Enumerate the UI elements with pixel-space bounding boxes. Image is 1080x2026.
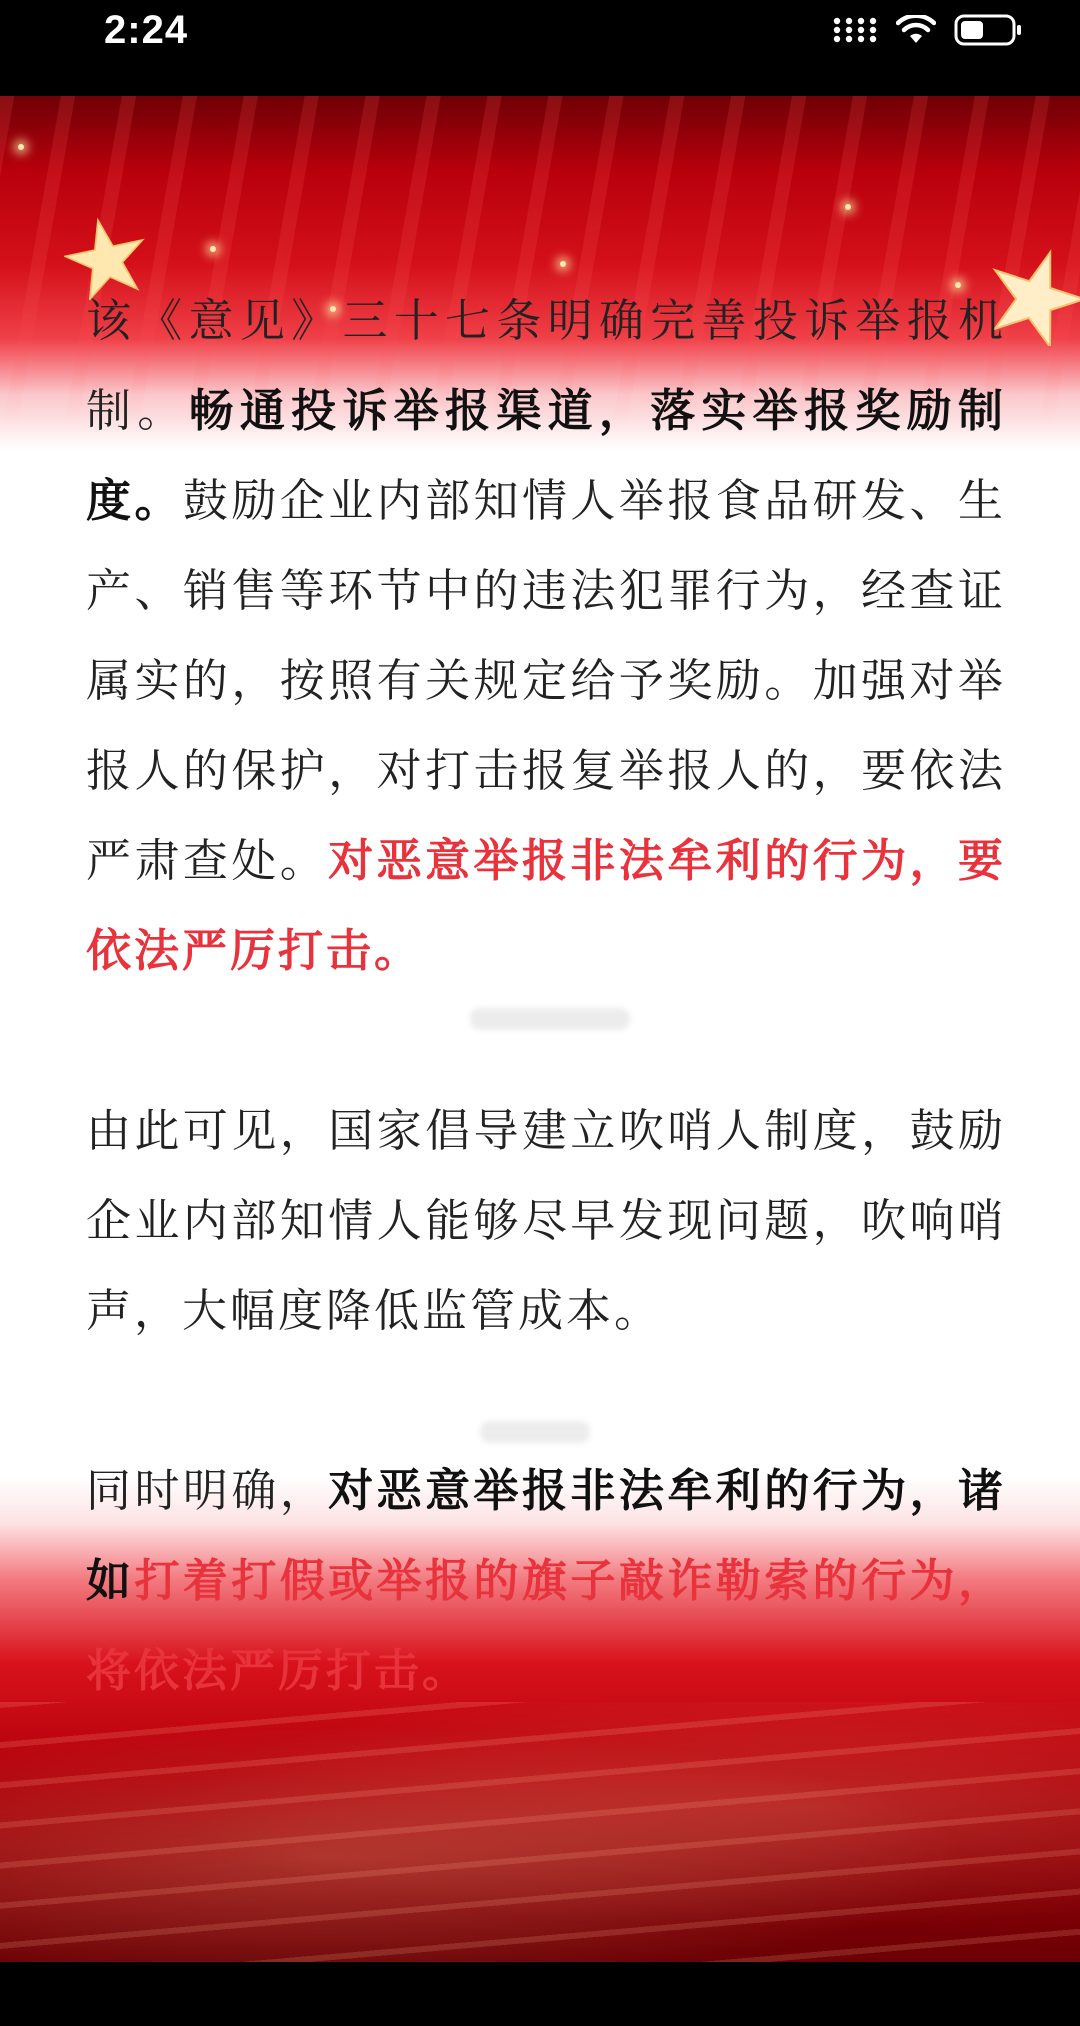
paragraph-3 [86, 1446, 1006, 1716]
paragraph-2: 由此可见，国家倡导建立吹哨人制度，鼓励企业内部知情人能够尽早发现问题，吹响哨声，大幅度降低监管成本。 [86, 1104, 1006, 1337]
para3-bold: 对恶意举报非法牟利的行为，诸如 [86, 1464, 1006, 1607]
wifi-icon [896, 15, 936, 45]
article-body [86, 276, 1006, 1716]
status-time: 2:24 [104, 8, 189, 52]
poster-image [0, 96, 1080, 1962]
bottom-bar [0, 1962, 1080, 2026]
para1-red: 对恶意举报非法牟利的行为，要依法严厉打击。 [86, 834, 1006, 977]
sparkle [845, 204, 851, 210]
paragraph-1 [86, 276, 1006, 996]
para3-plain: 同时明确， [86, 1464, 329, 1517]
para1-plain-2: 鼓励企业内部知情人举报食品研发、生产、销售等环节中的违法犯罪行为，经查证属实的，按照有关规定给予奖励。加强对举报人的保护，对打击报复举报人的，要依法严肃查处。 [86, 474, 1006, 887]
status-bar [0, 0, 1080, 96]
battery-icon [954, 14, 1024, 46]
sparkle [210, 246, 216, 252]
status-icons [832, 12, 1024, 48]
bottom-sheen [0, 1702, 1080, 1962]
para1-bold: 畅通投诉举报渠道，落实举报奖励制度。 [86, 384, 1006, 527]
signal-icon [832, 15, 878, 45]
sparkle [560, 261, 566, 267]
sparkle [18, 144, 24, 150]
para3-red: 打着打假或举报的旗子敲诈勒索的行为，将依法严厉打击。 [86, 1554, 1006, 1697]
para1-plain-1: 该《意见》三十七条明确完善投诉举报机制。 [86, 294, 1006, 437]
